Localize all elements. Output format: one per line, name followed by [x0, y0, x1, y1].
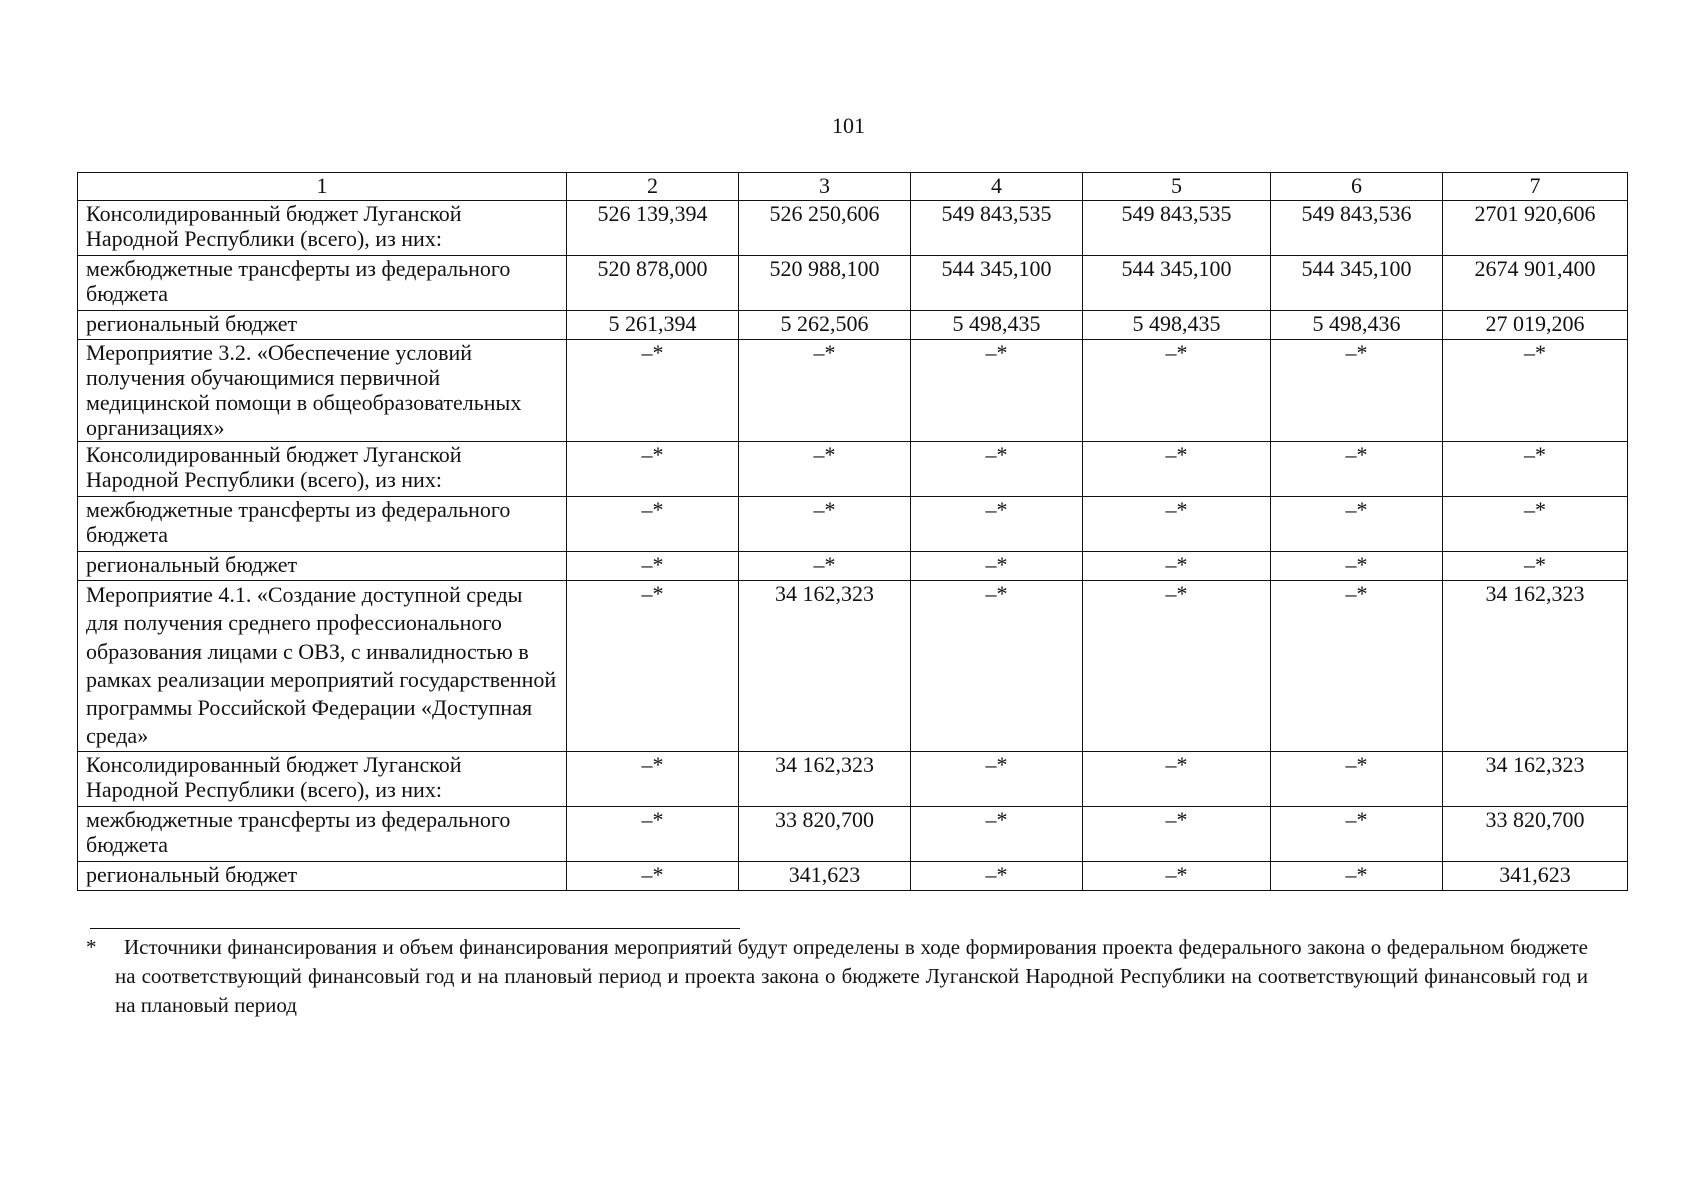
value-cell: –* — [1443, 442, 1628, 497]
table-row — [78, 201, 1628, 256]
table-row — [78, 256, 1628, 311]
column-number: 1 — [78, 173, 567, 201]
value-cell: –* — [1083, 497, 1271, 552]
table-row — [78, 751, 1628, 806]
row-label: региональный бюджет — [78, 311, 567, 340]
value-cell: –* — [1443, 552, 1628, 581]
value-cell: 5 262,506 — [739, 311, 911, 340]
value-cell: –* — [567, 861, 739, 890]
value-cell: –* — [1083, 442, 1271, 497]
value-cell: 526 139,394 — [567, 201, 739, 256]
value-cell: –* — [1271, 581, 1443, 752]
value-cell: –* — [1083, 861, 1271, 890]
footnote-text: Источники финансирования и объем финансирования мероприятий будут определены в ходе формирования проекта федерального закона о федеральном бюджете на соответствующий финансовый год и на плановый период и проекта закона о бюджете Луганской Народной Республики на соответствующий финансовый год и на плановый период — [115, 935, 1588, 1017]
value-cell: –* — [739, 340, 911, 442]
value-cell: –* — [1271, 806, 1443, 861]
value-cell: 34 162,323 — [1443, 581, 1628, 752]
table-row — [78, 552, 1628, 581]
row-label: Мероприятие 4.1. «Создание доступной среды для получения среднего профессионального образования лицами с ОВЗ, с инвалидностью в рамках реализации мероприятий государственной программы Российской Федерации «Доступная среда» — [78, 581, 567, 752]
value-cell: –* — [1083, 581, 1271, 752]
value-cell: –* — [1271, 340, 1443, 442]
row-label: Консолидированный бюджет Луганской Народной Республики (всего), из них: — [78, 442, 567, 497]
value-cell: –* — [567, 442, 739, 497]
table-row — [78, 806, 1628, 861]
value-cell: 5 498,436 — [1271, 311, 1443, 340]
value-cell: –* — [739, 552, 911, 581]
value-cell: 341,623 — [1443, 861, 1628, 890]
column-number: 6 — [1271, 173, 1443, 201]
footnote — [86, 933, 1588, 1020]
value-cell: –* — [1083, 552, 1271, 581]
column-number: 2 — [567, 173, 739, 201]
value-cell: 544 345,100 — [911, 256, 1083, 311]
row-label: Консолидированный бюджет Луганской Народной Республики (всего), из них: — [78, 751, 567, 806]
column-number: 4 — [911, 173, 1083, 201]
value-cell: –* — [1443, 497, 1628, 552]
row-label: Консолидированный бюджет Луганской Народной Республики (всего), из них: — [78, 201, 567, 256]
value-cell: –* — [911, 340, 1083, 442]
value-cell: 549 843,535 — [1083, 201, 1271, 256]
value-cell: –* — [911, 552, 1083, 581]
value-cell: –* — [911, 581, 1083, 752]
value-cell: 27 019,206 — [1443, 311, 1628, 340]
budget-table — [77, 172, 1628, 891]
value-cell: –* — [567, 497, 739, 552]
table-row — [78, 581, 1628, 752]
value-cell: 5 261,394 — [567, 311, 739, 340]
value-cell: –* — [911, 497, 1083, 552]
row-label: межбюджетные трансферты из федерального бюджета — [78, 497, 567, 552]
value-cell: –* — [1083, 751, 1271, 806]
value-cell: 2674 901,400 — [1443, 256, 1628, 311]
value-cell: –* — [1271, 442, 1443, 497]
value-cell: 34 162,323 — [739, 751, 911, 806]
column-number: 7 — [1443, 173, 1628, 201]
value-cell: –* — [567, 552, 739, 581]
table-row — [78, 497, 1628, 552]
value-cell: 520 988,100 — [739, 256, 911, 311]
row-label: межбюджетные трансферты из федерального бюджета — [78, 806, 567, 861]
value-cell: 33 820,700 — [739, 806, 911, 861]
column-number: 5 — [1083, 173, 1271, 201]
value-cell: –* — [1083, 340, 1271, 442]
value-cell: –* — [739, 442, 911, 497]
value-cell: 33 820,700 — [1443, 806, 1628, 861]
value-cell: –* — [911, 751, 1083, 806]
table-row — [78, 311, 1628, 340]
value-cell: –* — [567, 751, 739, 806]
page-number: 101 — [832, 113, 865, 138]
value-cell: –* — [911, 442, 1083, 497]
row-label: межбюджетные трансферты из федерального бюджета — [78, 256, 567, 311]
value-cell: 341,623 — [739, 861, 911, 890]
footnote-mark: * — [86, 935, 97, 959]
value-cell: –* — [1443, 340, 1628, 442]
value-cell: –* — [1271, 861, 1443, 890]
value-cell: 34 162,323 — [739, 581, 911, 752]
value-cell: –* — [1271, 552, 1443, 581]
value-cell: –* — [1083, 806, 1271, 861]
footnote-separator — [90, 928, 740, 929]
value-cell: 5 498,435 — [911, 311, 1083, 340]
row-label: региональный бюджет — [78, 552, 567, 581]
value-cell: 549 843,536 — [1271, 201, 1443, 256]
value-cell: –* — [567, 581, 739, 752]
row-label: региональный бюджет — [78, 861, 567, 890]
value-cell: –* — [567, 340, 739, 442]
value-cell: 34 162,323 — [1443, 751, 1628, 806]
value-cell: 2701 920,606 — [1443, 201, 1628, 256]
value-cell: –* — [1271, 497, 1443, 552]
table-header-row — [78, 173, 1628, 201]
table-row — [78, 442, 1628, 497]
value-cell: –* — [911, 861, 1083, 890]
value-cell: 5 498,435 — [1083, 311, 1271, 340]
value-cell: –* — [911, 806, 1083, 861]
value-cell: 549 843,535 — [911, 201, 1083, 256]
column-number: 3 — [739, 173, 911, 201]
value-cell: 526 250,606 — [739, 201, 911, 256]
value-cell: 544 345,100 — [1271, 256, 1443, 311]
table-row — [78, 861, 1628, 890]
value-cell: 520 878,000 — [567, 256, 739, 311]
table-row — [78, 340, 1628, 442]
row-label: Мероприятие 3.2. «Обеспечение условий получения обучающимися первичной медицинской помощи в общеобразовательных организациях» — [78, 340, 567, 442]
value-cell: –* — [567, 806, 739, 861]
value-cell: –* — [1271, 751, 1443, 806]
value-cell: 544 345,100 — [1083, 256, 1271, 311]
value-cell: –* — [739, 497, 911, 552]
